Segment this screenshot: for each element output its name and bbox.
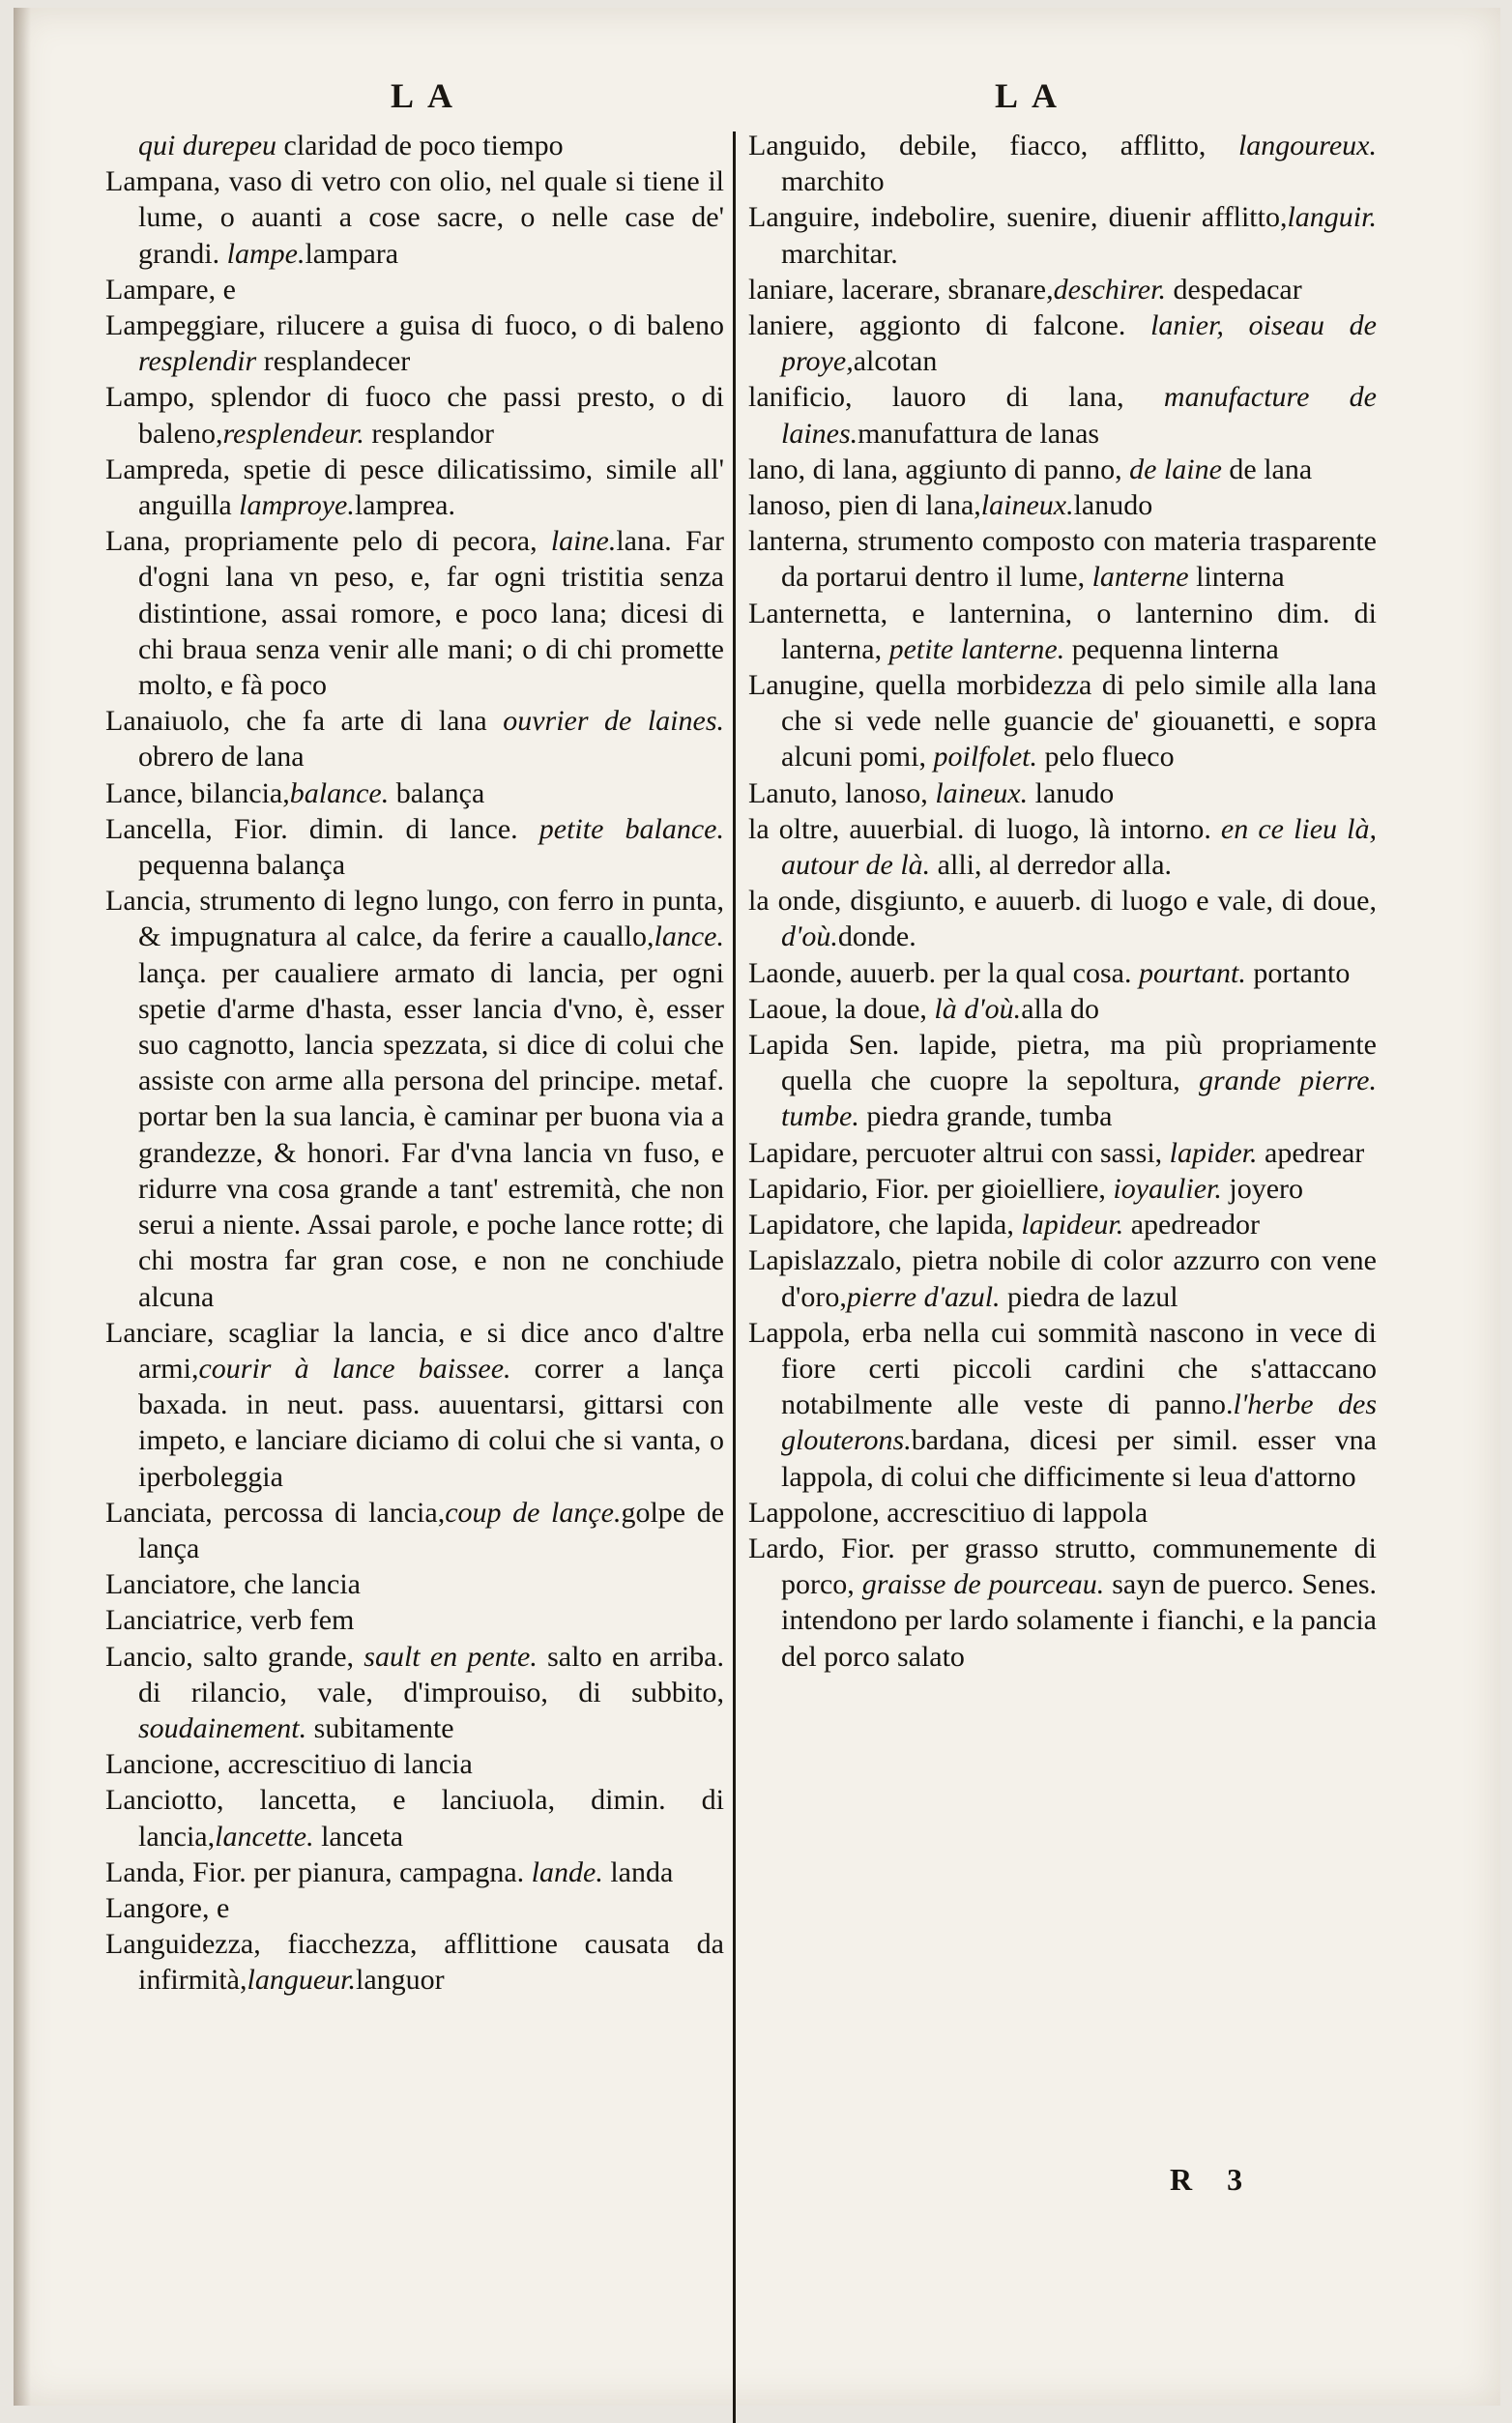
dictionary-entry [748,1207,1377,1242]
dictionary-entry [748,667,1377,775]
french-translation: sault en pente. [363,1640,538,1673]
dictionary-entry [748,523,1377,595]
french-translation: manufacture de laines. [781,381,1377,450]
entry-text: laniere, aggionto di falcone. [748,309,1151,342]
entry-text: Lanuto, lanoso, [748,776,936,809]
entry-text: Lardo, Fior. per grasso strutto, communemente di porco, [748,1532,1377,1601]
entry-text: lampara [305,237,399,270]
dictionary-entry [748,883,1377,954]
entry-text: marchitar. [781,237,898,270]
entry-text: correr a lança baxada. in neut. pass. auuentarsi, gittarsi con impeto, e lanciare diciamo di colui che si vanta, o iperboleggia [138,1352,724,1493]
entry-text: Lanciata, percossa di lancia, [105,1496,446,1529]
entry-text: apedreador [1123,1209,1260,1241]
entry-text: piedra grande, tumba [858,1100,1113,1133]
dictionary-entry [105,128,724,163]
french-translation: soudainement. [138,1711,307,1744]
dictionary-entry [105,703,724,774]
dictionary-entry [748,596,1377,667]
french-translation: ioyaulier. [1113,1172,1222,1205]
entry-text: piedra de lazul [1000,1280,1178,1313]
french-translation: langueur. [247,1964,356,1997]
entry-text: obrero de lana [138,741,305,774]
entry-text: Lanciatore, che lancia [105,1568,361,1601]
entry-text: de lana [1221,452,1313,485]
running-head-right: LA [995,76,1071,115]
entry-text: lamprea. [354,489,455,522]
entry-text: Lanaiuolo, che fa arte di lana [105,705,504,738]
french-translation: en ce lieu là, autour de là. [781,812,1377,882]
entry-text: Languire, indebolire, suenire, diuenir afflitto, [748,201,1288,234]
dictionary-entry [105,523,724,703]
dictionary-entry [105,163,724,272]
french-translation: lapider. [1169,1136,1258,1169]
french-translation: l'herbe des glouterons. [781,1388,1378,1457]
dictionary-entry [748,307,1377,379]
french-translation: petite lanterne. [888,632,1065,665]
entry-text: sayn de puerco. Senes. intendono per lardo solamente i fianchi, e la pancia del porco salato [781,1568,1377,1673]
entry-text: lanoso, pien di lana, [748,489,981,522]
entry-text: pequenna linterna [1064,632,1279,665]
dictionary-entry [105,379,724,451]
entry-text: manufattura de lanas [858,417,1100,450]
entry-text: Lana, propriamente pelo di pecora, [105,525,551,558]
dictionary-entry [105,1315,724,1495]
french-translation: grande pierre. tumbe. [781,1065,1377,1133]
entry-text: Lappolone, accrescitiuo di lappola [748,1496,1149,1529]
entry-text: landa [602,1855,674,1888]
french-translation: lande. [531,1855,603,1888]
french-translation: laineux. [935,776,1029,809]
french-translation: poilfolet. [933,741,1037,774]
entry-text: pequenna balança [138,849,346,882]
entry-text: Lapidario, Fior. per gioielliere, [748,1172,1114,1205]
dictionary-entry [748,1027,1377,1135]
dictionary-entry [748,991,1377,1027]
entry-text: Laoue, la doue, [748,992,935,1025]
entry-text: donde. [837,920,916,953]
entry-text: lanterna, strumento composto con materia trasparente da portarui dentro il lume, [748,525,1377,594]
french-translation: pourtant. [1139,956,1246,989]
entry-text: Lanternetta, e lanternina, o lanternino dim. di lanterna, [748,597,1377,665]
french-translation: resplendeur. [222,417,364,450]
dictionary-entry [105,1602,724,1638]
entry-text: Lapidare, percuoter altrui con sassi, [748,1136,1170,1169]
entry-text: Lanciare, scagliar la lancia, e si dice anco d'altre armi, [105,1316,724,1385]
dictionary-entry [748,1315,1377,1495]
entry-text: lano, di lana, aggiunto di panno, [748,452,1130,485]
entry-text: resplandecer [256,345,411,378]
dictionary-entry [105,452,724,523]
dictionary-entry [105,1746,724,1782]
entry-text: golpe de lança [138,1496,725,1564]
french-translation: deschirer. [1053,273,1166,306]
dictionary-entry [105,1495,724,1566]
dictionary-entry [105,272,724,307]
entry-text: Lancio, salto grande, [105,1640,364,1673]
entry-text: lança. per caualiere armato di lancia, per ogni spetie d'arme d'hasta, esser lancia d'vno, è, esser suo cagnotto, lancia spezzata, si dice di colui che assiste con arme alla persona del principe. metaf. portar ben la sua lancia, è caminar per buona via a grandezze, & honori. Far d'vna lancia vn fuso, e ridurre vna cosa grande a tant' estremità, che non serui a niente. Assai parole, e poche lance rotte; di chi mostra far gran cose, e non ne conchiude alcuna [138,956,724,1313]
entry-text: Languido, debile, fiacco, afflitto, [748,130,1238,161]
left-column [105,128,724,1999]
entry-text: lanudo [1028,776,1115,809]
column-rule [733,131,736,2423]
entry-text: Lancia, strumento di legno lungo, con ferro in punta, & impugnatura al calce, da ferire a cauallo, [105,885,724,953]
entry-text: claridad de poco tiempo [283,130,564,161]
entry-text: Lapislazzalo, pietra nobile di color azzurro con vene d'oro, [748,1244,1377,1313]
entry-text: Lapida Sen. lapide, pietra, ma più propriamente quella che cuopre la sepoltura, [748,1029,1377,1097]
dictionary-entry [748,1242,1377,1314]
entry-text: resplandor [363,417,494,450]
entry-text: languor [355,1964,445,1997]
dictionary-entry [748,775,1377,811]
dictionary-entry [105,883,724,1314]
french-translation: ouvrier de laines. [503,705,724,738]
french-translation: courir à lance baissee. [198,1352,511,1385]
entry-text: Lance, bilancia, [105,776,290,809]
entry-text: lanificio, lauoro di lana, [748,381,1164,414]
entry-text: despedacar [1165,273,1302,306]
entry-text: Landa, Fior. per pianura, campagna. [105,1855,532,1888]
entry-text: alla do [1021,992,1099,1025]
entry-text: lanudo [1073,489,1153,522]
french-translation: là d'où. [934,992,1022,1025]
french-translation: lamproye. [239,489,355,522]
dictionary-entry [105,1639,724,1747]
dictionary-entry [748,199,1377,271]
entry-text: pelo flueco [1036,741,1175,774]
entry-text: apedrear [1257,1136,1365,1169]
entry-text: Lanugine, quella morbidezza di pelo simile alla lana che si vede nelle guancie de' giouanetti, e sopra alcuni pomi, [748,669,1377,774]
french-translation: lampe. [226,237,305,270]
right-column [748,128,1377,1675]
french-translation: d'où. [781,920,838,953]
entry-text: Lampreda, spetie di pesce dilicatissimo, simile all' anguilla [105,452,724,522]
french-translation: pierre d'azul. [846,1280,1001,1313]
entry-text: bardana, dicesi per simil. esser vna lappola, di colui che difficimente si leua d'attorno [781,1424,1377,1493]
dictionary-entry [748,272,1377,307]
entry-text: Lancella, Fior. dimin. di lance. [105,812,539,845]
dictionary-entry [748,1531,1377,1675]
french-translation: laineux. [980,489,1074,522]
entry-text: joyero [1221,1172,1304,1205]
book-page [14,8,1500,2406]
french-translation: petite balance. [538,812,724,845]
dictionary-entry [105,811,724,883]
dictionary-entry [105,775,724,811]
french-translation: coup de lançe. [445,1496,622,1529]
french-translation: lapideur. [1021,1209,1124,1241]
entry-text: Lappola, erba nella cui sommità nascono in vece di fiore certi piccoli cardini che s'attaccano notabilmente alle veste di panno. [748,1316,1377,1421]
entry-text: la oltre, auuerbial. di luogo, là intorno. [748,812,1221,845]
entry-text: Lampo, splendor di fuoco che passi presto, o di baleno, [105,381,724,450]
entry-text: Lanciatrice, verb fem [105,1604,355,1637]
entry-text: Lanciotto, lancetta, e lanciuola, dimin. di lancia, [105,1784,724,1853]
dictionary-entry [748,1171,1377,1207]
french-translation: lancette. [215,1820,314,1853]
entry-text: Lancione, accrescitiuo di lancia [105,1748,473,1781]
dictionary-entry [748,1495,1377,1531]
french-translation: languir. [1287,201,1377,234]
dictionary-entry [105,1890,724,1926]
dictionary-entry [748,452,1377,487]
entry-text: alli, al derredor alla. [930,849,1173,882]
entry-text: Lapidatore, che lapida, [748,1209,1022,1241]
entry-text: lana. Far d'ogni lana vn peso, e, far ogni tristitia senza distintione, assai romore, e poco lana; dicesi di chi braua senza venir alle mani; o di chi promette molto, e fà poco [138,525,724,702]
french-translation: lance. [654,920,724,953]
entry-text: subitamente [306,1711,454,1744]
french-translation: resplendir [138,345,257,378]
entry-text: balança [389,776,485,809]
dictionary-entry [105,1566,724,1602]
french-translation: balance. [289,776,390,809]
french-translation: qui durepeu [138,130,284,161]
running-head-left: LA [391,76,467,115]
entry-text: Languidezza, fiacchezza, afflittione causata da infirmità, [105,1928,724,1997]
entry-text: Lampeggiare, rilucere a guisa di fuoco, o di baleno [105,309,724,342]
dictionary-entry [748,811,1377,883]
entry-text: lanceta [313,1820,404,1853]
entry-text: salto en arriba. di rilancio, vale, d'improuiso, di subbito, [138,1640,724,1708]
french-translation: lanier, oiseau de proye, [781,309,1377,378]
french-translation: graisse de pourceau. [861,1568,1105,1601]
dictionary-entry [105,1854,724,1890]
dictionary-entry [748,1135,1377,1171]
entry-text: la onde, disgiunto, e auuerb. di luogo e vale, di doue, [748,885,1377,918]
dictionary-entry [105,1926,724,1998]
french-translation: langoureux. [1237,130,1377,161]
entry-text: marchito [781,165,885,198]
dictionary-entry [748,955,1377,991]
french-translation: lanterne [1091,561,1189,594]
entry-text: alcotan [853,345,938,378]
signature-mark: R 3 [1170,2162,1257,2197]
entry-text: laniare, lacerare, sbranare, [748,273,1054,306]
french-translation: de laine [1129,452,1222,485]
dictionary-entry [748,128,1377,199]
dictionary-entry [748,487,1377,523]
dictionary-entry [105,1782,724,1854]
entry-text: linterna [1188,561,1285,594]
entry-text: Langore, e [105,1891,230,1924]
french-translation: laine. [550,525,617,558]
dictionary-entry [105,307,724,379]
entry-text: Lampana, vaso di vetro con olio, nel quale si tiene il lume, o auanti a cose sacre, o nelle case de' grandi. [105,165,724,270]
dictionary-entry [748,379,1377,451]
entry-text: Laonde, auuerb. per la qual cosa. [748,956,1139,989]
entry-text: portanto [1245,956,1351,989]
entry-text: Lampare, e [105,273,236,306]
